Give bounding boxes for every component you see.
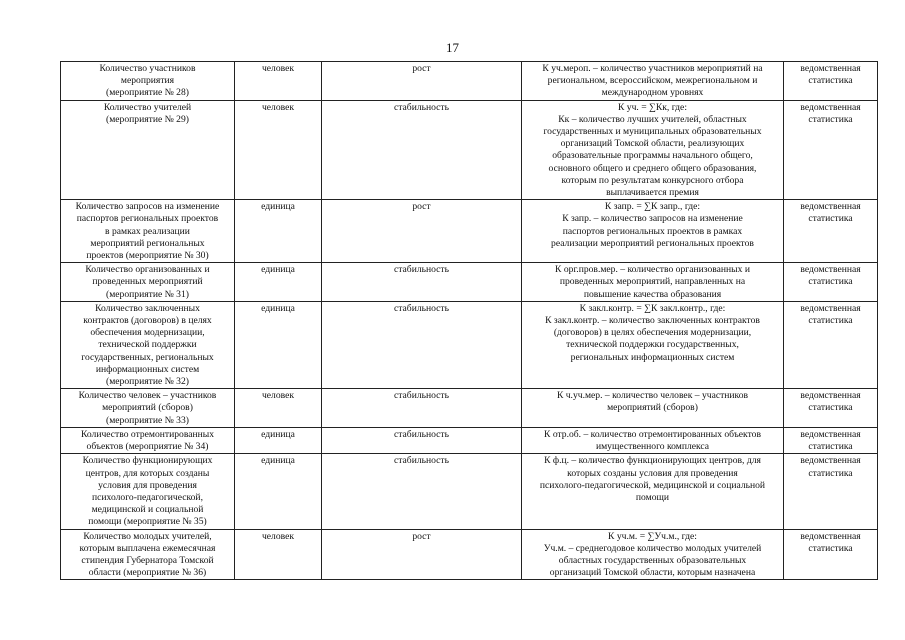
- formula-cell: [522, 100, 784, 200]
- indicator-name-cell: [61, 389, 235, 428]
- indicator-name-line: Количество учителей: [103, 101, 192, 113]
- formula-cell: [522, 389, 784, 428]
- formula-line: К уч.мероп. – количество участников мероприятий на: [542, 63, 763, 74]
- trend-cell: стабильность: [322, 389, 522, 428]
- unit-cell: единица: [235, 200, 322, 263]
- indicator-name-line: государственных, региональных: [81, 351, 214, 363]
- indicator-name-line: условия для проведения: [98, 479, 197, 491]
- table-row: [61, 389, 878, 428]
- indicator-name-cell: [61, 454, 235, 529]
- formula-cell: [522, 263, 784, 302]
- formula-line: которым по результатам конкурсного отбора: [561, 174, 744, 186]
- formula-line: (договоров) в целях обеспечения модернизации,: [553, 327, 752, 339]
- indicator-name-line: технической поддержки: [98, 339, 197, 351]
- table-row: [61, 529, 878, 580]
- table-row: [61, 263, 878, 302]
- table-row: [61, 100, 878, 200]
- indicator-name-line: информационных систем: [95, 363, 200, 375]
- formula-line: паспортов региональных проектов в рамках: [562, 225, 743, 237]
- indicator-name-line: Количество запросов на изменение: [75, 201, 220, 213]
- indicator-name-line: стипендия Губернатора Томской: [81, 554, 214, 566]
- formula-line: выплачивается премия: [606, 187, 699, 199]
- indicator-name-cell: [61, 100, 235, 200]
- formula-line: К ф.ц. – количество функционирующих центров, для: [544, 455, 761, 467]
- indicator-name-line: Количество молодых учителей,: [83, 530, 212, 542]
- indicator-name-line: которым выплачена ежемесячная: [79, 542, 216, 554]
- table-row: [61, 200, 878, 263]
- formula-cell: [522, 301, 784, 388]
- indicator-name-line: (мероприятие № 28): [106, 87, 189, 99]
- formula-line: региональных информационных систем: [570, 351, 735, 363]
- indicator-name-line: мероприятий (сборов): [102, 402, 193, 414]
- formula-line: имущественного комплекса: [595, 441, 710, 453]
- indicator-name-line: Количество функционирующих: [82, 455, 213, 467]
- formula-line: образовательные программы начального общего,: [552, 150, 753, 162]
- formula-line: которых созданы условия для проведения: [567, 467, 738, 479]
- indicator-name-line: мероприятия: [120, 75, 175, 87]
- source-cell: ведомственная статистика: [784, 454, 878, 529]
- unit-cell: человек: [235, 389, 322, 428]
- formula-line: К закл.контр. = ∑К закл.контр., где:: [579, 302, 726, 314]
- trend-cell: стабильность: [322, 100, 522, 200]
- formula-line: К запр. – количество запросов на изменение: [562, 213, 743, 225]
- formula-cell: [522, 200, 784, 263]
- formula-line: К закл.контр. – количество заключенных контрактов: [545, 315, 760, 327]
- unit-cell: единица: [235, 301, 322, 388]
- trend-cell: рост: [322, 529, 522, 580]
- indicator-name-line: Количество человек – участников: [78, 390, 217, 402]
- formula-line: К отр.об. – количество отремонтированных объектов: [544, 428, 761, 440]
- formula-line: К запр. = ∑К запр., где:: [604, 201, 701, 213]
- formula-line: государственных и муниципальных образовательных: [543, 126, 762, 138]
- trend-cell: рост: [322, 62, 522, 101]
- source-cell: ведомственная статистика: [784, 389, 878, 428]
- indicator-name-cell: [61, 301, 235, 388]
- indicator-name-line: объектов (мероприятие № 34): [86, 441, 209, 453]
- formula-line: международном уровнях: [601, 87, 704, 99]
- unit-cell: единица: [235, 427, 322, 453]
- trend-cell: рост: [322, 200, 522, 263]
- formula-line: мероприятий (сборов): [607, 402, 698, 414]
- indicator-name-cell: [61, 427, 235, 453]
- page-number: 17: [446, 40, 459, 55]
- trend-cell: стабильность: [322, 454, 522, 529]
- source-cell: ведомственная статистика: [784, 529, 878, 580]
- formula-line: повышение качества образования: [583, 288, 722, 300]
- formula-line: областных государственных образовательных: [558, 554, 747, 566]
- formula-line: организаций Томской области, реализующих: [560, 138, 745, 150]
- source-cell: ведомственная статистика: [784, 427, 878, 453]
- indicator-name-line: проведенных мероприятий: [92, 276, 203, 288]
- indicator-name-line: Количество организованных и: [85, 264, 210, 276]
- indicator-name-line: проектов (мероприятие № 30): [86, 250, 209, 262]
- indicator-name-line: центров, для которых созданы: [85, 467, 210, 479]
- source-cell: ведомственная статистика: [784, 200, 878, 263]
- trend-cell: стабильность: [322, 301, 522, 388]
- formula-line: проведенных мероприятий, направленных на: [559, 276, 746, 288]
- formula-line: К орг.пров.мер. – количество организованных и: [555, 264, 750, 276]
- formula-line: К уч. = ∑Кк, где:: [618, 101, 687, 113]
- formula-cell: [522, 529, 784, 580]
- unit-cell: человек: [235, 529, 322, 580]
- formula-cell: [522, 454, 784, 529]
- table-row: [61, 454, 878, 529]
- formula-line: психолого-педагогической, медицинской и социальной: [539, 479, 766, 491]
- indicator-name-line: Количество заключенных: [95, 302, 200, 314]
- indicator-name-line: мероприятий региональных: [90, 237, 205, 249]
- formula-line: Кк – количество лучших учителей, областных: [558, 113, 747, 125]
- indicator-name-line: Количество отремонтированных: [80, 428, 215, 440]
- source-cell: ведомственная статистика: [784, 62, 878, 101]
- indicator-name-cell: [61, 200, 235, 263]
- indicator-name-cell: [61, 529, 235, 580]
- formula-line: региональном, всероссийском, межрегиональном и: [547, 75, 758, 87]
- indicator-name-line: (мероприятие № 32): [106, 376, 189, 388]
- formula-line: помощи: [635, 491, 670, 503]
- indicator-name-line: помощи (мероприятие № 35): [88, 516, 207, 528]
- indicator-name-cell: [61, 62, 235, 101]
- table-row: [61, 62, 878, 101]
- indicators-table: [60, 61, 878, 580]
- indicator-name-line: (мероприятие № 33): [106, 414, 189, 426]
- unit-cell: человек: [235, 100, 322, 200]
- indicators-table-body: [61, 62, 878, 580]
- indicator-name-line: области (мероприятие № 36): [88, 567, 207, 579]
- source-cell: ведомственная статистика: [784, 100, 878, 200]
- formula-line: основного общего и среднего общего образования,: [548, 162, 757, 174]
- formula-line: К ч.уч.мер. – количество человек – участников: [556, 390, 749, 402]
- formula-line: организаций Томской области, которым назначена: [549, 567, 756, 579]
- indicator-name-line: паспортов региональных проектов: [76, 213, 219, 225]
- formula-line: реализации мероприятий региональных проектов: [551, 237, 754, 249]
- table-row: [61, 301, 878, 388]
- indicator-name-line: (мероприятие № 31): [106, 288, 189, 300]
- table-row: [61, 427, 878, 453]
- indicator-name-cell: [61, 263, 235, 302]
- trend-cell: стабильность: [322, 263, 522, 302]
- source-cell: ведомственная статистика: [784, 263, 878, 302]
- formula-line: технической поддержки государственных,: [566, 339, 739, 351]
- indicator-name-line: в рамках реализации: [105, 225, 190, 237]
- source-cell: ведомственная статистика: [784, 301, 878, 388]
- indicator-name-line: медицинской и социальной: [91, 504, 204, 516]
- indicator-name-line: контрактов (договоров) в целях: [83, 315, 212, 327]
- formula-cell: [522, 427, 784, 453]
- unit-cell: человек: [235, 62, 322, 101]
- unit-cell: единица: [235, 263, 322, 302]
- indicator-name-line: Количество участников: [99, 63, 196, 74]
- trend-cell: стабильность: [322, 427, 522, 453]
- indicator-name-line: (мероприятие № 29): [106, 113, 189, 125]
- indicator-name-line: обеспечения модернизации,: [90, 327, 205, 339]
- unit-cell: единица: [235, 454, 322, 529]
- formula-cell: [522, 62, 784, 101]
- formula-line: Уч.м. – среднегодовое количество молодых учителей: [543, 542, 762, 554]
- formula-line: К уч.м. = ∑Уч.м., где:: [608, 530, 697, 542]
- indicator-name-line: психолого-педагогической,: [92, 491, 203, 503]
